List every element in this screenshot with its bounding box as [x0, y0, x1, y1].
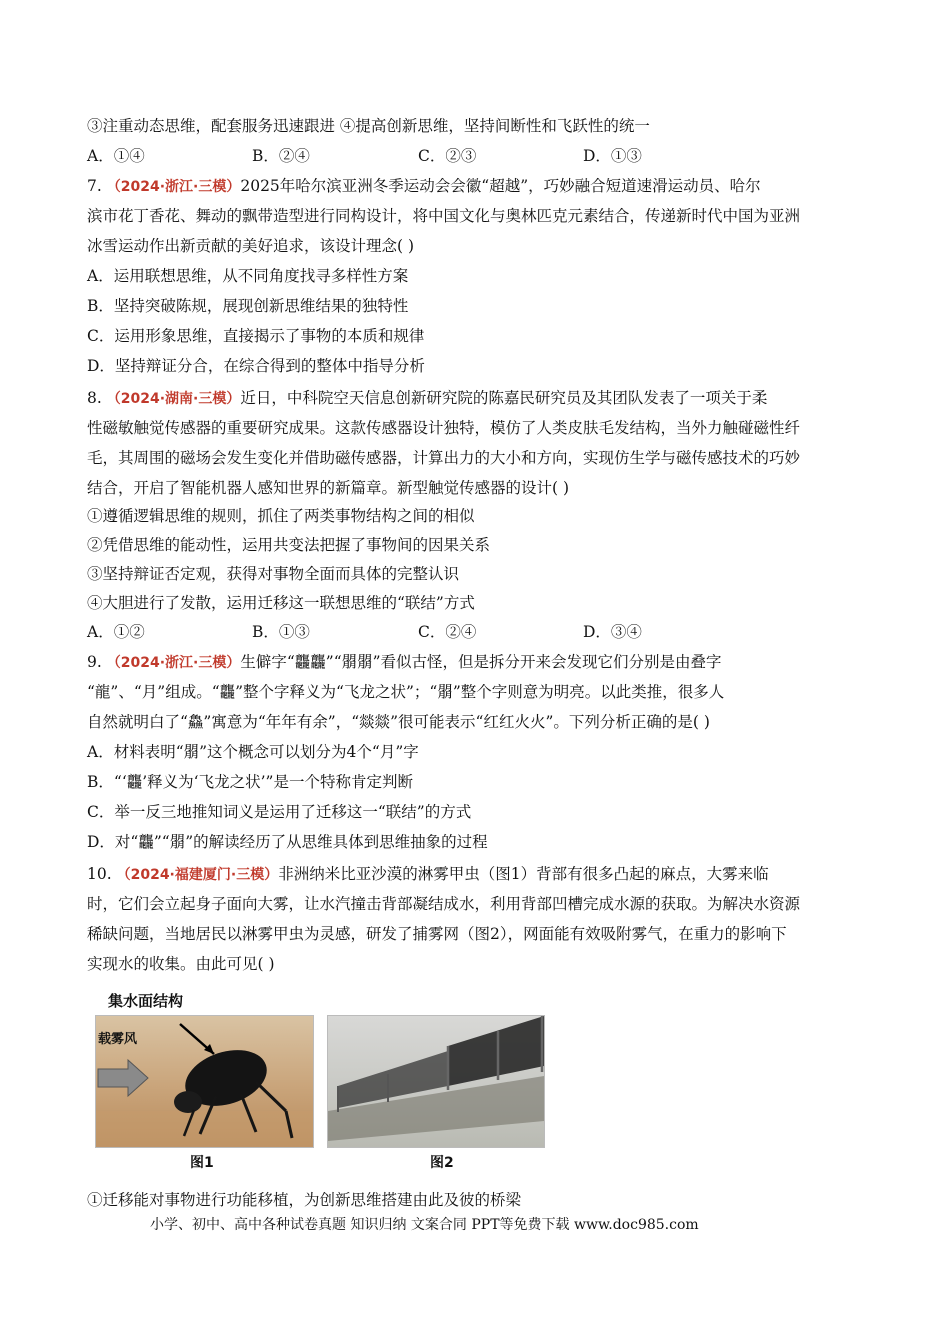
- question-number: 10.: [87, 865, 112, 883]
- page-footer: 小学、初中、高中各种试卷真题 知识归纳 文案合同 PPT等免费下载 www.doc985.com: [150, 1217, 699, 1233]
- choice-d: D．①③: [583, 147, 642, 165]
- choice-a: A．运用联想思维，从不同角度找寻多样性方案: [87, 267, 409, 285]
- statement-2: ②凭借思维的能动性，运用共变法把握了事物间的因果关系: [87, 536, 491, 554]
- question-text: 时，它们会立起身子面向大雾，让水汽撞击背部凝结成水，利用背部凹槽完成水源的获取。为解决水资源: [87, 895, 801, 913]
- question-9: [87, 652, 722, 673]
- statement-1: ①迁移能对事物进行功能移植，为创新思维搭建由此及彼的桥梁: [87, 1191, 522, 1209]
- choice-c: C．②③: [418, 147, 477, 165]
- figure-label-top: 集水面结构: [108, 992, 184, 1010]
- fog-net-figure: [327, 1015, 545, 1148]
- figure-2-caption: 图2: [430, 1155, 454, 1171]
- question-text: 冰雪运动作出新贡献的美好追求，该设计理念( ): [87, 237, 415, 255]
- question-number: 8.: [87, 389, 102, 407]
- question-number: 7.: [87, 177, 102, 195]
- choice-c: C．运用形象思维，直接揭示了事物的本质和规律: [87, 327, 425, 345]
- beetle-figure: [95, 1015, 314, 1148]
- question-text: 滨市花丁香花、舞动的飘带造型进行同构设计，将中国文化与奥林匹克元素结合，传递新时代中国为亚洲: [87, 207, 801, 225]
- choice-c: C．②④: [418, 623, 477, 641]
- question-text: 自然就明白了“鱻”寓意为“年年有余”，“燚燚”很可能表示“红红火火”。下列分析正确的是( ): [87, 713, 710, 731]
- option-line: ③注重动态思维，配套服务迅速跟进 ④提高创新思维，坚持间断性和飞跃性的统一: [87, 117, 650, 135]
- question-text: 毛，其周围的磁场会发生变化并借助磁传感器，计算出力的大小和方向，实现仿生学与磁传感技术的巧妙: [87, 449, 801, 467]
- choice-d: D．坚持辩证分合，在综合得到的整体中指导分析: [87, 357, 425, 375]
- question-text: 近日，中科院空天信息创新研究院的陈嘉民研究员及其团队发表了一项关于柔: [240, 389, 768, 407]
- question-text: 实现水的收集。由此可见( ): [87, 955, 275, 973]
- question-text: 结合，开启了智能机器人感知世界的新篇章。新型触觉传感器的设计( ): [87, 479, 570, 497]
- question-text: “龍”、“月”组成。“龘”整个字释义为“飞龙之状”；“朤”整个字则意为明亮。以此类推，很多人: [87, 683, 725, 701]
- statement-1: ①遵循逻辑思维的规则，抓住了两类事物结构之间的相似: [87, 507, 475, 525]
- choice-d: D．③④: [583, 623, 642, 641]
- choice-d: D．对“龘”“朤”的解读经历了从思维具体到思维抽象的过程: [87, 833, 488, 851]
- question-source: （2024·福建厦门·三模）: [116, 867, 279, 883]
- choice-c: C．举一反三地推知词义是运用了迁移这一“联结”的方式: [87, 803, 472, 821]
- choice-a: A．材料表明“朤”这个概念可以划分为4个“月”字: [87, 743, 419, 761]
- question-text: 生僻字“龘龘”“朤朤”看似古怪，但是拆分开来会发现它们分别是由叠字: [240, 653, 722, 671]
- statement-4: ④大胆进行了发散，运用迁移这一联想思维的“联结”方式: [87, 594, 475, 612]
- question-text: 性磁敏触觉传感器的重要研究成果。这款传感器设计独特，模仿了人类皮肤毛发结构，当外力触碰磁性纤: [87, 419, 801, 437]
- fog-net-illustration: [328, 1016, 544, 1147]
- statement-3: ③坚持辩证否定观，获得对事物全面而具体的完整认识: [87, 565, 460, 583]
- question-text: 稀缺问题，当地居民以淋雾甲虫为灵感，研发了捕雾网（图2），网面能有效吸附雾气，在重力的影响下: [87, 925, 787, 943]
- question-source: （2024·湖南·三模）: [106, 391, 241, 407]
- question-8: [87, 388, 767, 409]
- choice-b: B．“‘龘’释义为‘飞龙之状’”是一个特称肯定判断: [87, 773, 413, 791]
- question-number: 9.: [87, 653, 102, 671]
- wind-label: 载雾风: [98, 1032, 138, 1047]
- question-10: [87, 864, 769, 885]
- choice-b: B．②④: [252, 147, 310, 165]
- question-source: （2024·浙江·三模）: [106, 655, 241, 671]
- choice-a: A．①④: [87, 147, 145, 165]
- question-7: [87, 176, 761, 197]
- choice-a: A．①②: [87, 623, 145, 641]
- question-text: 非洲纳米比亚沙漠的淋雾甲虫（图1）背部有很多凸起的麻点，大雾来临: [278, 865, 769, 883]
- figure-1-caption: 图1: [190, 1155, 214, 1171]
- choice-b: B．坚持突破陈规，展现创新思维结果的独特性: [87, 297, 409, 315]
- choice-b: B．①③: [252, 623, 310, 641]
- question-text: 2025年哈尔滨亚洲冬季运动会会徽“超越”，巧妙融合短道速滑运动员、哈尔: [240, 177, 761, 195]
- question-source: （2024·浙江·三模）: [106, 179, 241, 195]
